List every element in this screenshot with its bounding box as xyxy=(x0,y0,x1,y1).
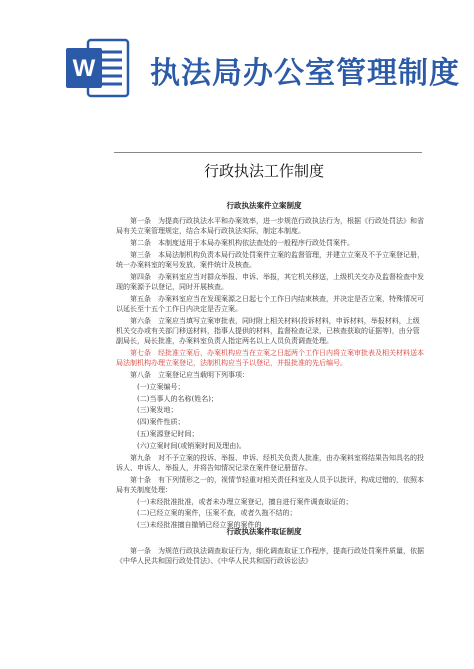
banner xyxy=(0,0,474,100)
paragraph: 第二条 本制度适用于本局办案机构依法查处的一般程序行政处罚案件。 xyxy=(116,239,354,247)
paragraph: (一)立案编号； xyxy=(116,382,185,391)
paragraph: 第九条 对不予立案的投诉、举报、申诉、经机关负责人批准，由办案料室将结果告知具名的投诉人、申诉人、举报人，并将告知情况记录在案件登记册留存。 xyxy=(116,453,424,472)
word-logo-letter: W xyxy=(72,55,96,82)
paragraph: 第六条 立案应当填写立案审批表，同时附上相关材料(投诉材料，申诉材料，举报材料，上级机关交办或有关部门移送材料，指事人提供的材料，监督检查记录，已核查获取的证据等)，由分管副局长，局长批准，办案料室负责人指定两名以上人员负责调查处理。 xyxy=(116,316,420,346)
document-title: 行政执法工作制度 xyxy=(203,162,324,180)
paragraph: (六)立案时间(或销案时间及理由)。 xyxy=(116,441,246,450)
paragraph: 第七条 经批准立案后，办案机构应当在立案之日起两个工作日内将立案审批表及相关材料送本局法制机构办理立案登记，法制机构应当予以登记，并报批准的先后编号。 xyxy=(116,349,424,368)
paragraph: (三)未经批准擅自撤销已经立案的案件的 xyxy=(116,521,262,530)
section-title-evidence: 行政执法案件取证制度 xyxy=(226,527,302,536)
paragraph: 第一条 为规范行政执法调查取证行为，细化调查取证工作程序，提高行政处罚案件质量，依据《中华人民共和国行政处罚法》、《中华人民共和国行政诉讼法》 xyxy=(116,547,424,566)
paragraph: 第三条 本局法制机构负责本局行政处罚案件立案的监督管理，并建立立案及不予立案登记册，统一办案料室的案号发放、案件统计及核查。 xyxy=(116,250,424,269)
paragraph: (五)案源登记时间； xyxy=(116,429,199,438)
paragraph: 第八条 立案登记应当载明下列事项： xyxy=(116,371,249,379)
paragraph: 第一条 为提高行政执法水平和办案效率，进一步规范行政执法行为，根据《行政处罚法》和省局有关立案管理规定，结合本局行政执法实际，制定本制度。 xyxy=(116,217,424,236)
section-body-filing xyxy=(116,216,424,532)
paragraph: 第四条 办案料室应当对群众举报、申诉、举报，其它机关移送，上级机关交办及监督检查中发现的案源予以登记，同时开展核查。 xyxy=(116,272,424,291)
paragraph: (二)已经立案的案件，压案不查，或者久拖不结的； xyxy=(116,509,297,518)
header-rule xyxy=(114,152,422,153)
paragraph: 第十条 有下列情形之一的，视情节轻重对相关责任科室及人员予以批评，构成过错的，依照本局有关制度处理： xyxy=(116,475,424,494)
section-body-evidence xyxy=(116,546,424,568)
document-page xyxy=(96,138,432,669)
paragraph: (二)当事人的名称(姓名)； xyxy=(116,394,218,403)
paragraph: (一)未经批准批准，或者未办理立案登记，擅自进行案件调查取证的； xyxy=(116,497,353,506)
paragraph: 第五条 办案料室应当在发现案源之日起七个工作日内结束核查，并决定是否立案，特殊情况可以延长至十五个工作日内决定是否立案。 xyxy=(116,294,424,313)
section-title-filing: 行政执法案件立案制度 xyxy=(226,201,302,210)
word-document-icon xyxy=(66,38,130,98)
paragraph: (三)案发地； xyxy=(116,406,178,415)
paragraph: (四)案件性质； xyxy=(116,418,185,427)
banner-title: 执法局办公室管理制度 xyxy=(150,56,460,91)
